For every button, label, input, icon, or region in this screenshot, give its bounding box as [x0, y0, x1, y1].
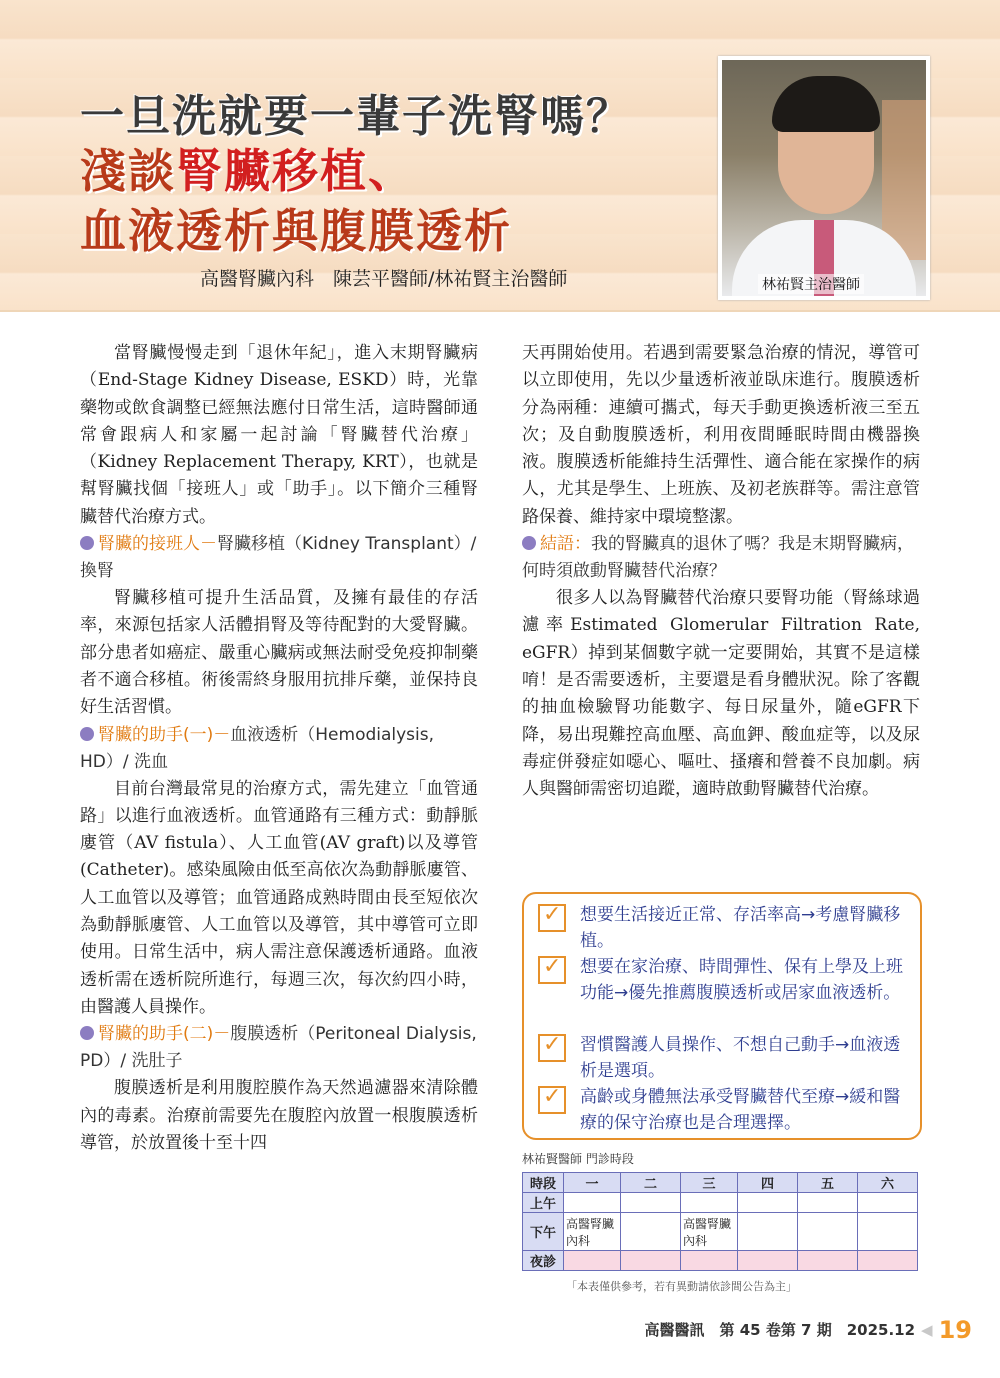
- treatment-checklist: [522, 892, 922, 1140]
- section-heading-rest: 腹膜透析（Peritoneal Dialysis, PD）/ 洗肚子: [80, 1024, 477, 1072]
- right-column: [522, 340, 920, 803]
- schedule-cell: [621, 1213, 681, 1251]
- schedule-cell: [564, 1193, 621, 1213]
- section-heading-hemodialysis: [80, 722, 478, 776]
- check-mark-icon: ✓: [543, 1084, 562, 1109]
- checklist-item-text: 高齡或身體無法承受腎臟替代至療→緩和醫療的保守治療也是合理選擇。: [580, 1087, 901, 1133]
- conclusion-paragraph: 很多人以為腎臟替代治療只要腎功能（腎絲球過濾率Estimated Glomerular Filtration Rate, eGFR）掉到某個數字就一定要開始，其實不是這樣唷！是否需要透析，主要還是看身體狀況。除了客觀的抽血檢驗腎功能數字、每日尿量外，隨eGFR下降，易出現難控高血壓、高血鉀、酸血症等，以及尿毒症併發症如噁心、嘔吐、搔癢和營養不良加劇。病人與醫師需密切追蹤，適時啟動腎臟替代治療。: [522, 588, 920, 800]
- schedule-day-header: 一: [564, 1173, 621, 1193]
- schedule-cell: [858, 1193, 918, 1213]
- schedule-day-header: 二: [621, 1173, 681, 1193]
- checkbox-icon: [538, 956, 566, 984]
- title-line-1: 一旦洗就要一輩子洗腎嗎？: [80, 91, 632, 142]
- hemodialysis-paragraph: 目前台灣最常見的治療方式，需先建立「血管通路」以進行血液透析。血管通路有三種方式：動靜脈廔管（AV fistula）、人工血管(AV graft)以及導管(Catheter)。感染風險由低至高依次為動靜脈廔管、人工血管以及導管；血管通路成熟時間由長至短依次為動靜脈廔管、人工血管以及導管，其中導管可立即使用。日常生活中，病人需注意保護透析通路。血液透析需在透析院所進行，每週三次，每次約四小時，由醫護人員操作。: [80, 778, 478, 1017]
- schedule-row-label: 上午: [523, 1193, 564, 1213]
- bullet-dot-icon: [522, 536, 536, 550]
- schedule-day-header: 五: [798, 1173, 858, 1193]
- intro-paragraph: 當腎臟慢慢走到「退休年紀」，進入末期腎臟病（End-Stage Kidney Disease, ESKD）時，光靠藥物或飲食調整已經無法應付日常生活，這時醫師通常會跟病人和家屬一起討論「腎臟替代治療」（Kidney Replacement Therapy, KRT），也就是幫腎臟找個「接班人」或「助手」。以下簡介三種腎臟替代治療方式。: [80, 343, 478, 527]
- left-arrow-icon: ◀: [921, 1321, 933, 1339]
- page-number: 19: [938, 1316, 972, 1344]
- section-heading-rest: 血液透析（Hemodialysis, HD）/ 洗血: [80, 724, 435, 772]
- section-heading-label: 腎臟的助手(二)－: [98, 1024, 231, 1045]
- clinic-schedule-table: [522, 1172, 918, 1271]
- schedule-cell: [621, 1251, 681, 1271]
- peritoneal-continued-paragraph: 天再開始使用。若遇到需要緊急治療的情況，導管可以立即使用，先以少量透析液並臥床進行。腹膜透析分為兩種：連續可攜式，每天手動更換透析液三至五次；及自動腹膜透析，利用夜間睡眠時間由機器換液。腹膜透析能維持生活彈性、適合能在家操作的病人，尤其是學生、上班族、及初老族群等。需注意管路保養、維持家中環境整潔。: [522, 343, 920, 527]
- schedule-cell: 高醫腎臟內科: [681, 1213, 738, 1251]
- title-line-3: 血液透析與腹膜透析: [80, 204, 512, 258]
- bullet-dot-icon: [80, 1026, 94, 1040]
- schedule-cell: [681, 1193, 738, 1213]
- section-heading-rest: 我的腎臟真的退休了嗎？我是末期腎臟病，何時須啟動腎臟替代治療？: [522, 534, 914, 582]
- schedule-corner-cell: 時段: [523, 1173, 564, 1193]
- schedule-day-header: 三: [681, 1173, 738, 1193]
- magazine-issue: 高醫醫訊 第 45 卷第 7 期 2025.12: [644, 1321, 916, 1339]
- schedule-cell: [798, 1213, 858, 1251]
- schedule-row-label: 夜診: [523, 1251, 564, 1271]
- page-footer: [645, 1316, 972, 1344]
- schedule-cell: 高醫腎臟內科: [564, 1213, 621, 1251]
- photo-caption: 林祐賢主治醫師: [758, 274, 864, 294]
- left-column: [80, 340, 478, 1157]
- check-mark-icon: ✓: [543, 954, 562, 979]
- title-line-2-prefix: 淺談: [80, 144, 176, 198]
- check-mark-icon: ✓: [543, 1032, 562, 1057]
- transplant-paragraph: 腎臟移植可提升生活品質，及擁有最佳的存活率，來源包括家人活體捐腎及等待配對的大愛腎臟。部分患者如癌症、嚴重心臟病或無法耐受免疫抑制藥者不適合移植。術後需終身服用抗排斥藥，並保持良好生活習慣。: [80, 588, 478, 718]
- bullet-dot-icon: [80, 536, 94, 550]
- schedule-cell: [858, 1251, 918, 1271]
- schedule-day-header: 四: [738, 1173, 798, 1193]
- section-heading-conclusion: [522, 531, 920, 585]
- check-mark-icon: ✓: [543, 902, 562, 927]
- section-heading-transplant: [80, 531, 478, 585]
- schedule-cell: [621, 1193, 681, 1213]
- section-heading-rest: 腎臟移植（Kidney Transplant）/ 換腎: [80, 534, 477, 582]
- section-heading-label: 腎臟的接班人－: [98, 534, 217, 555]
- schedule-cell: [564, 1251, 621, 1271]
- schedule-row-label: 下午: [523, 1213, 564, 1251]
- bullet-dot-icon: [80, 727, 94, 741]
- photo-hair: [772, 76, 880, 132]
- schedule-cell: [798, 1251, 858, 1271]
- header-banner: [0, 0, 1000, 312]
- checkbox-icon: [538, 904, 566, 932]
- title-line-2-accent: 腎臟移植、: [176, 144, 416, 198]
- schedule-row-morning: [523, 1193, 918, 1213]
- schedule-day-header: 六: [858, 1173, 918, 1193]
- schedule-cell: [858, 1213, 918, 1251]
- schedule-cell: [738, 1251, 798, 1271]
- checklist-item-text: 想要生活接近正常、存活率高→考慮腎臟移植。: [580, 905, 901, 951]
- schedule-title: 林祐賢醫師 門診時段: [522, 1152, 634, 1166]
- section-heading-peritoneal: [80, 1021, 478, 1075]
- author-byline: 高醫腎臟內科 陳芸平醫師/林祐賢主治醫師: [200, 268, 568, 290]
- section-heading-label: 結語：: [540, 534, 591, 555]
- schedule-row-afternoon: [523, 1213, 918, 1251]
- schedule-cell: [738, 1193, 798, 1213]
- schedule-cell: [681, 1251, 738, 1271]
- checkbox-icon: [538, 1034, 566, 1062]
- checkbox-icon: [538, 1086, 566, 1114]
- doctor-photo: [718, 56, 930, 300]
- schedule-header-row: [523, 1173, 918, 1193]
- schedule-row-night: [523, 1251, 918, 1271]
- schedule-cell: [738, 1213, 798, 1251]
- checklist-item-text: 習慣醫護人員操作、不想自己動手→血液透析是選項。: [580, 1035, 901, 1081]
- schedule-note: 「本表僅供參考，若有異動請依診間公告為主」: [566, 1280, 797, 1293]
- section-heading-label: 腎臟的助手(一)－: [98, 724, 231, 745]
- checklist-item-text: 想要在家治療、時間彈性、保有上學及上班功能→優先推薦腹膜透析或居家血液透析。: [580, 957, 903, 1003]
- schedule-cell: [798, 1193, 858, 1213]
- peritoneal-paragraph: 腹膜透析是利用腹腔膜作為天然過濾器來清除體內的毒素。治療前需要先在腹腔內放置一根腹膜透析導管，於放置後十至十四: [80, 1078, 478, 1153]
- title-line-2: [80, 135, 416, 201]
